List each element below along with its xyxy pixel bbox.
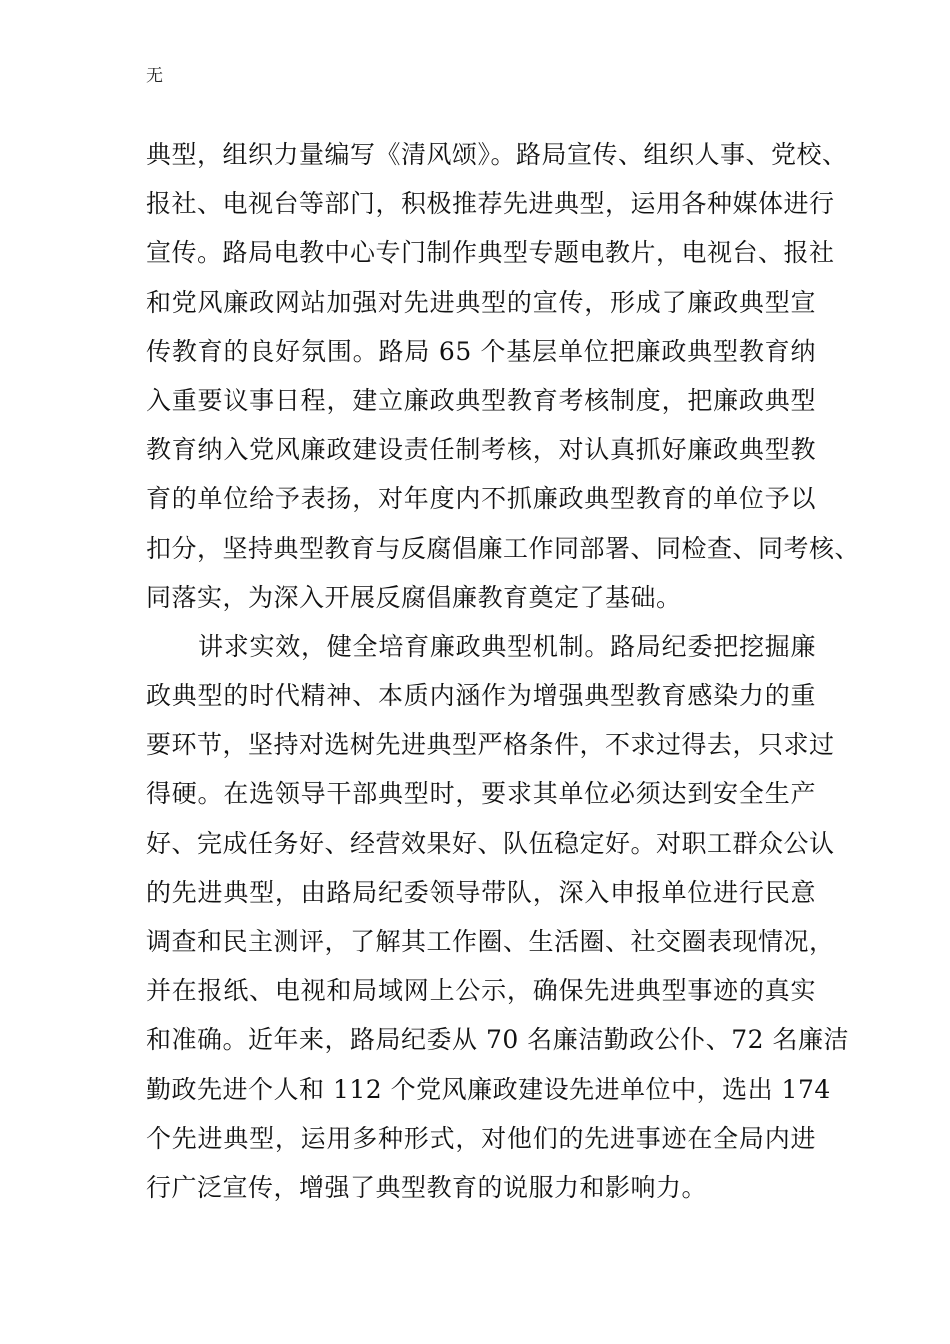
text-line: 和准确。近年来，路局纪委从 70 名廉洁勤政公仆、72 名廉洁 — [146, 1025, 849, 1055]
text-line: 传教育的良好氛围。路局 65 个基层单位把廉政典型教育纳 — [146, 336, 816, 366]
text-line: 扣分，坚持典型教育与反腐倡廉工作同部署、同检查、同考核、 — [146, 533, 861, 563]
text-line: 典型，组织力量编写《清风颂》。路局宣传、组织人事、党校、 — [146, 140, 848, 169]
page-header: 无 — [146, 66, 163, 86]
text-line: 教育纳入党风廉政建设责任制考核，对认真抓好廉政典型教 — [146, 435, 816, 465]
text-line: 要环节，坚持对选树先进典型严格条件，不求过得去，只求过 — [146, 730, 835, 760]
document-body — [146, 130, 861, 1212]
text-line: 报社、电视台等部门，积极推荐先进典型，运用各种媒体进行 — [146, 189, 835, 219]
text-line: 入重要议事日程，建立廉政典型教育考核制度，把廉政典型 — [146, 385, 816, 415]
text-line: 得硬。在选领导干部典型时，要求其单位必须达到安全生产 — [146, 779, 816, 809]
text-line: 个先进典型，运用多种形式，对他们的先进事迹在全局内进 — [146, 1123, 816, 1153]
text-line: 好、完成任务好、经营效果好、队伍稳定好。对职工群众公认 — [146, 828, 835, 858]
text-line: 调查和民主测评，了解其工作圈、生活圈、社交圈表现情况， — [146, 927, 835, 956]
text-line: 政典型的时代精神、本质内涵作为增强典型教育感染力的重 — [146, 681, 816, 711]
text-line: 并在报纸、电视和局域网上公示，确保先进典型事迹的真实 — [146, 976, 816, 1006]
text-line: 勤政先进个人和 112 个党风廉政建设先进单位中，选出 174 — [146, 1074, 831, 1104]
text-line: 和党风廉政网站加强对先进典型的宣传，形成了廉政典型宣 — [146, 287, 816, 317]
text-line: 讲求实效，健全培育廉政典型机制。路局纪委把挖掘廉 — [198, 631, 816, 661]
text-line: 行广泛宣传，增强了典型教育的说服力和影响力。 — [146, 1172, 708, 1202]
text-line: 宣传。路局电教中心专门制作典型专题电教片，电视台、报社 — [146, 238, 835, 268]
text-line: 同落实，为深入开展反腐倡廉教育奠定了基础。 — [146, 582, 682, 612]
paragraph-2 — [146, 622, 849, 1212]
text-line: 育的单位给予表扬，对年度内不抓廉政典型教育的单位予以 — [146, 484, 816, 514]
paragraph-1 — [146, 130, 861, 622]
text-line: 的先进典型，由路局纪委领导带队，深入申报单位进行民意 — [146, 877, 816, 907]
